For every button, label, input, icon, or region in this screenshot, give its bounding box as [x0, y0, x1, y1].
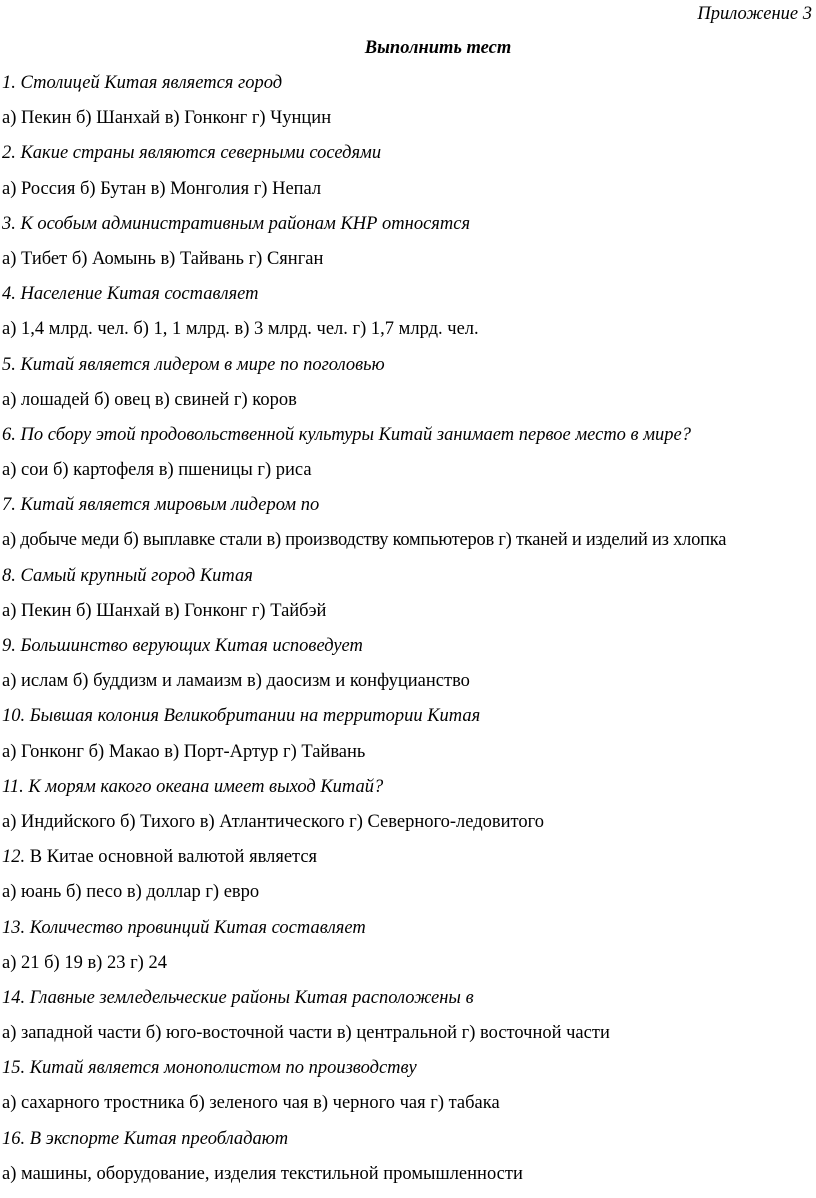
answers-15: а) сахарного тростника б) зеленого чая в) черного чая г) табака — [2, 1093, 500, 1114]
answers-13: а) 21 б) 19 в) 23 г) 24 — [2, 952, 167, 973]
question-2: 2. Какие страны являются северными соседями — [2, 143, 382, 164]
question-list — [2, 72, 816, 1198]
answers-12: а) юань б) песо в) доллар г) евро — [2, 882, 260, 903]
answers-4: а) 1,4 млрд. чел. б) 1, 1 млрд. в) 3 млрд. чел. г) 1,7 млрд. чел. — [2, 319, 479, 340]
answers-5: а) лошадей б) овец в) свиней г) коров — [2, 389, 297, 410]
question-3: 3. К особым административным районам КНР относятся — [2, 213, 471, 234]
question-16: 16. В экспорте Китая преобладают — [2, 1128, 289, 1149]
question-5: 5. Китай является лидером в мире по поголовью — [2, 354, 385, 375]
question-14: 14. Главные земледельческие районы Китая расположены в — [2, 987, 474, 1008]
question-6: 6. По сбору этой продовольственной культуры Китай занимает первое место в мире? — [2, 424, 691, 445]
answers-10: а) Гонконг б) Макао в) Порт-Артур г) Тайвань — [2, 741, 366, 762]
answers-2: а) Россия б) Бутан в) Монголия г) Непал — [2, 178, 322, 199]
question-12 — [2, 846, 816, 881]
question-11: 11. К морям какого океана имеет выход Китай? — [2, 776, 384, 797]
question-9: 9. Большинство верующих Китая исповедует — [2, 636, 363, 656]
answers-9: а) ислам б) буддизм и ламаизм в) даосизм и конфуцианство — [2, 671, 470, 692]
answers-14: а) западной части б) юго-восточной части в) центральной г) восточной части — [2, 1023, 610, 1044]
appendix-label: Приложение 3 — [697, 4, 812, 24]
question-10: 10. Бывшая колония Великобритании на территории Китая — [2, 706, 481, 727]
answers-3: а) Тибет б) Аомынь в) Тайвань г) Сянган — [2, 248, 324, 269]
question-13: 13. Количество провинций Китая составляет — [2, 917, 366, 938]
question-1: 1. Столицей Китая является город — [2, 73, 283, 93]
question-12-text: В Китае основной валютой является — [29, 847, 318, 868]
page-title: Выполнить тест — [364, 38, 512, 58]
question-15: 15. Китай является монополистом по производству — [2, 1058, 417, 1079]
question-8: 8. Самый крупный город Китая — [2, 565, 253, 586]
question-12-number: 12. — [2, 847, 26, 868]
question-4: 4. Население Китая составляет — [2, 284, 259, 305]
answers-1: а) Пекин б) Шанхай в) Гонконг г) Чунцин — [2, 108, 332, 129]
answers-11: а) Индийского б) Тихого в) Атлантического г) Северного-ледовитого — [2, 811, 545, 832]
answers-8: а) Пекин б) Шанхай в) Гонконг г) Тайбэй — [2, 600, 327, 621]
answers-6: а) сои б) картофеля в) пшеницы г) риса — [2, 460, 312, 481]
answers-16: а) машины, оборудование, изделия текстильной промышленности — [2, 1163, 523, 1184]
question-7: 7. Китай является мировым лидером по — [2, 495, 320, 516]
answers-7: а) добыче меди б) выплавке стали в) производству компьютеров г) тканей и изделий из хлопка — [2, 530, 727, 551]
